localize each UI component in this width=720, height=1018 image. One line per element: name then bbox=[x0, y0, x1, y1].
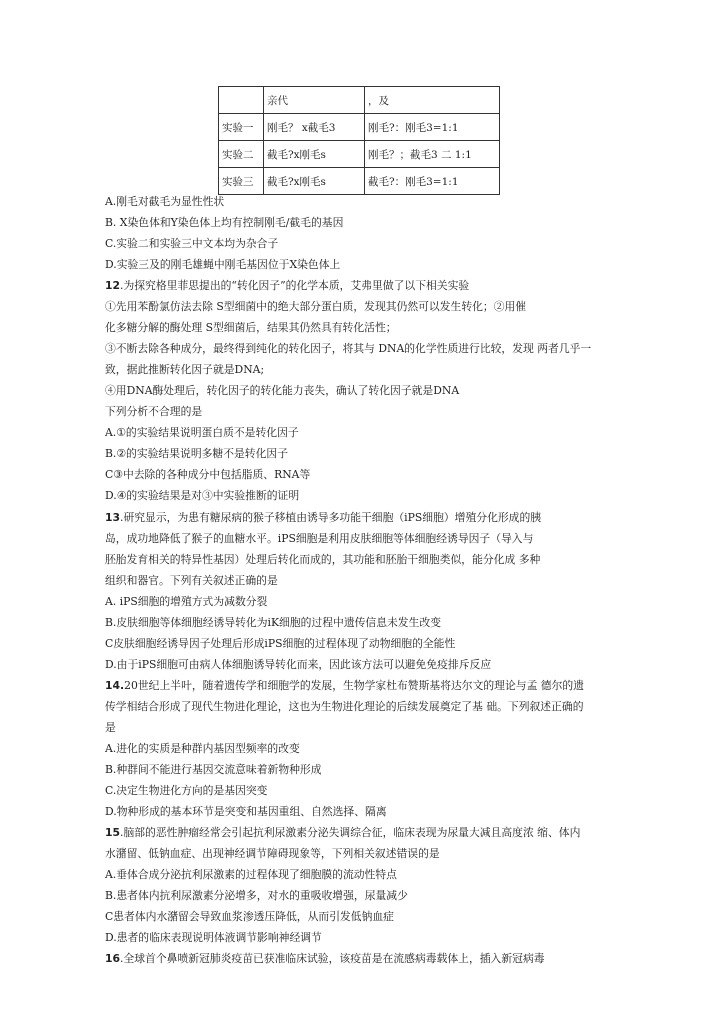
q12-number: 12 bbox=[105, 279, 121, 292]
table-header-cell bbox=[219, 87, 264, 114]
q14-option-a: A.进化的实质是种群内基因型频率的改变 bbox=[105, 742, 300, 755]
q14-stem-line: 14.20世纪上半叶，随着遗传学和细胞学的发展，生物学家杜布赞斯基将达尔文的理论与孟 德尔的遗 bbox=[105, 679, 584, 692]
q14-option-b: B.种群间不能进行基因交流意味着新物种形成 bbox=[105, 763, 322, 776]
q16-stem-line: 16.全球首个鼻喷新冠肺炎疫苗已获准临床试验，该疫苗是在流感病毒载体上，插入新冠病毒 bbox=[105, 952, 545, 965]
q13-stem-line: 组织和器官。下列有关叙述正确的是 bbox=[105, 574, 278, 587]
q12-stem-line: 致，据此推断转化因子就是DNA; bbox=[105, 363, 265, 376]
q12-stem-line: ①先用苯酚氯仿法去除 S型细菌中的绝大部分蛋白质，发现其仍然可以发生转化；②用催 bbox=[105, 300, 527, 313]
q11-option-b: B. X染色体和Y染色体上均有控制刚毛/截毛的基因 bbox=[105, 216, 344, 229]
q12-stem-line: ④用DNA酶处理后，转化因子的转化能力丧失，确认了转化因子就是DNA bbox=[105, 384, 460, 397]
q12-stem-line: ③不断去除各种成分，最终得到纯化的转化因子，将其与 DNA的化学性质进行比较，发现 两者几乎一 bbox=[105, 342, 592, 355]
q13-option-b: B.皮肤细胞等体细胞经诱导转化为iK细胞的过程中遗传信息未发生改变 bbox=[105, 616, 441, 629]
q12-option-d: D.④的实验结果是对③中实验推断的证明 bbox=[105, 489, 300, 502]
q13-stem-line: 13.研究显示，为患有糖尿病的猴子移植由诱导多功能干细胞（iPS细胞）增殖分化形成的胰 bbox=[105, 511, 542, 524]
q12-stem-line: 下列分析不合理的是 bbox=[105, 405, 203, 418]
q11-option-d: D.实验三及的刚毛雄蝇中刚毛基因位于X染色体上 bbox=[105, 258, 341, 271]
table-cell: 截毛?x刚毛s bbox=[264, 141, 365, 168]
q12-option-b: B.②的实验结果说明多糖不是转化因子 bbox=[105, 447, 288, 460]
table-row bbox=[219, 141, 500, 168]
table-row bbox=[219, 114, 500, 141]
table-cell: 刚毛？；截毛3 二 1:1 bbox=[365, 141, 500, 168]
q13-option-a: A. iPS细胞的增殖方式为减数分裂 bbox=[105, 595, 268, 608]
q13-stem-line: 岛，成功地降低了猴子的血糖水平。iPS细胞是利用皮肤细胞等体细胞经诱导因子（导入与 bbox=[105, 532, 534, 545]
q14-option-c: C.决定生物进化方向的是基因突变 bbox=[105, 784, 268, 797]
table-header-row bbox=[219, 87, 500, 114]
q13-stem-line: 胚胎发育相关的特异性基因）处理后转化而成的，其功能和胚胎干细胞类似，能分化成 多种 bbox=[105, 553, 541, 566]
table-header-cell: 亲代 bbox=[264, 87, 365, 114]
q14-number: 14. bbox=[105, 679, 125, 692]
q16-number: 16 bbox=[105, 952, 121, 965]
table-cell: 刚毛？ x截毛3 bbox=[264, 114, 365, 141]
q11-option-c: C.实验二和实验三中文本均为杂合子 bbox=[105, 237, 279, 250]
table-cell: 实验三 bbox=[219, 168, 264, 195]
experiment-table bbox=[218, 86, 500, 195]
q12-option-a: A.①的实验结果说明蛋白质不是转化因子 bbox=[105, 426, 299, 439]
q15-option-d: D.患者的临床表现说明体液调节影响神经调节 bbox=[105, 931, 322, 944]
q11-option-a: A.刚毛对截毛为显性性状 bbox=[105, 195, 225, 208]
q13-option-c: C皮肤细胞经诱导因子处理后形成iPS细胞的过程体现了动物细胞的全能性 bbox=[105, 637, 456, 650]
q12-stem-line: 12.为探究格里菲思提出的“转化因子”的化学本质，艾弗里做了以下相关实验 bbox=[105, 279, 470, 292]
q14-option-d: D.物种形成的基本环节是突变和基因重组、自然选择、隔离 bbox=[105, 805, 387, 818]
q13-option-d: D.由于iPS细胞可由病人体细胞诱导转化而来，因此该方法可以避免免疫排斥反应 bbox=[105, 658, 492, 671]
table-cell: 实验一 bbox=[219, 114, 264, 141]
q15-number: 15 bbox=[105, 826, 121, 839]
q14-stem-line: 是 bbox=[105, 721, 116, 734]
table-row bbox=[219, 168, 500, 195]
q12-option-c: C③中去除的各种成分中包括脂质、RNA等 bbox=[105, 468, 311, 481]
q15-option-a: A.垂体合成分泌抗利尿激素的过程体现了细胞膜的流动性特点 bbox=[105, 868, 397, 881]
table-cell: 实验二 bbox=[219, 141, 264, 168]
table-cell: 刚毛?：刚毛3=1:1 bbox=[365, 114, 500, 141]
q12-stem-line: 化多糖分解的酶处理 S型细菌后，结果其仍然具有转化活性； bbox=[105, 321, 397, 334]
table-header-cell: ，及 bbox=[365, 87, 500, 114]
q15-stem-line: 水潴留、低钠血症、出现神经调节障碍现象等，下列相关叙述错误的是 bbox=[105, 847, 440, 860]
q14-stem-line: 传学相结合形成了现代生物进化理论，这也为生物进化理论的后续发展奠定了基 础。下列叙述正确的 bbox=[105, 700, 584, 713]
q15-option-b: B.患者体内抗利尿激素分泌增多，对水的重吸收增强，尿量减少 bbox=[105, 889, 408, 902]
q13-number: 13 bbox=[105, 511, 121, 524]
table-cell: 截毛?x刚毛s bbox=[264, 168, 365, 195]
q15-option-c: C患者体内水潴留会导致血浆渗透压降低，从而引发低钠血症 bbox=[105, 910, 394, 923]
q15-stem-line: 15.脑部的恶性肿瘤经常会引起抗利尿激素分泌失调综合征，临床表现为尿量大减且高度浓 缩、体内 bbox=[105, 826, 581, 839]
table-cell: 截毛?：刚毛3=1:1 bbox=[365, 168, 500, 195]
